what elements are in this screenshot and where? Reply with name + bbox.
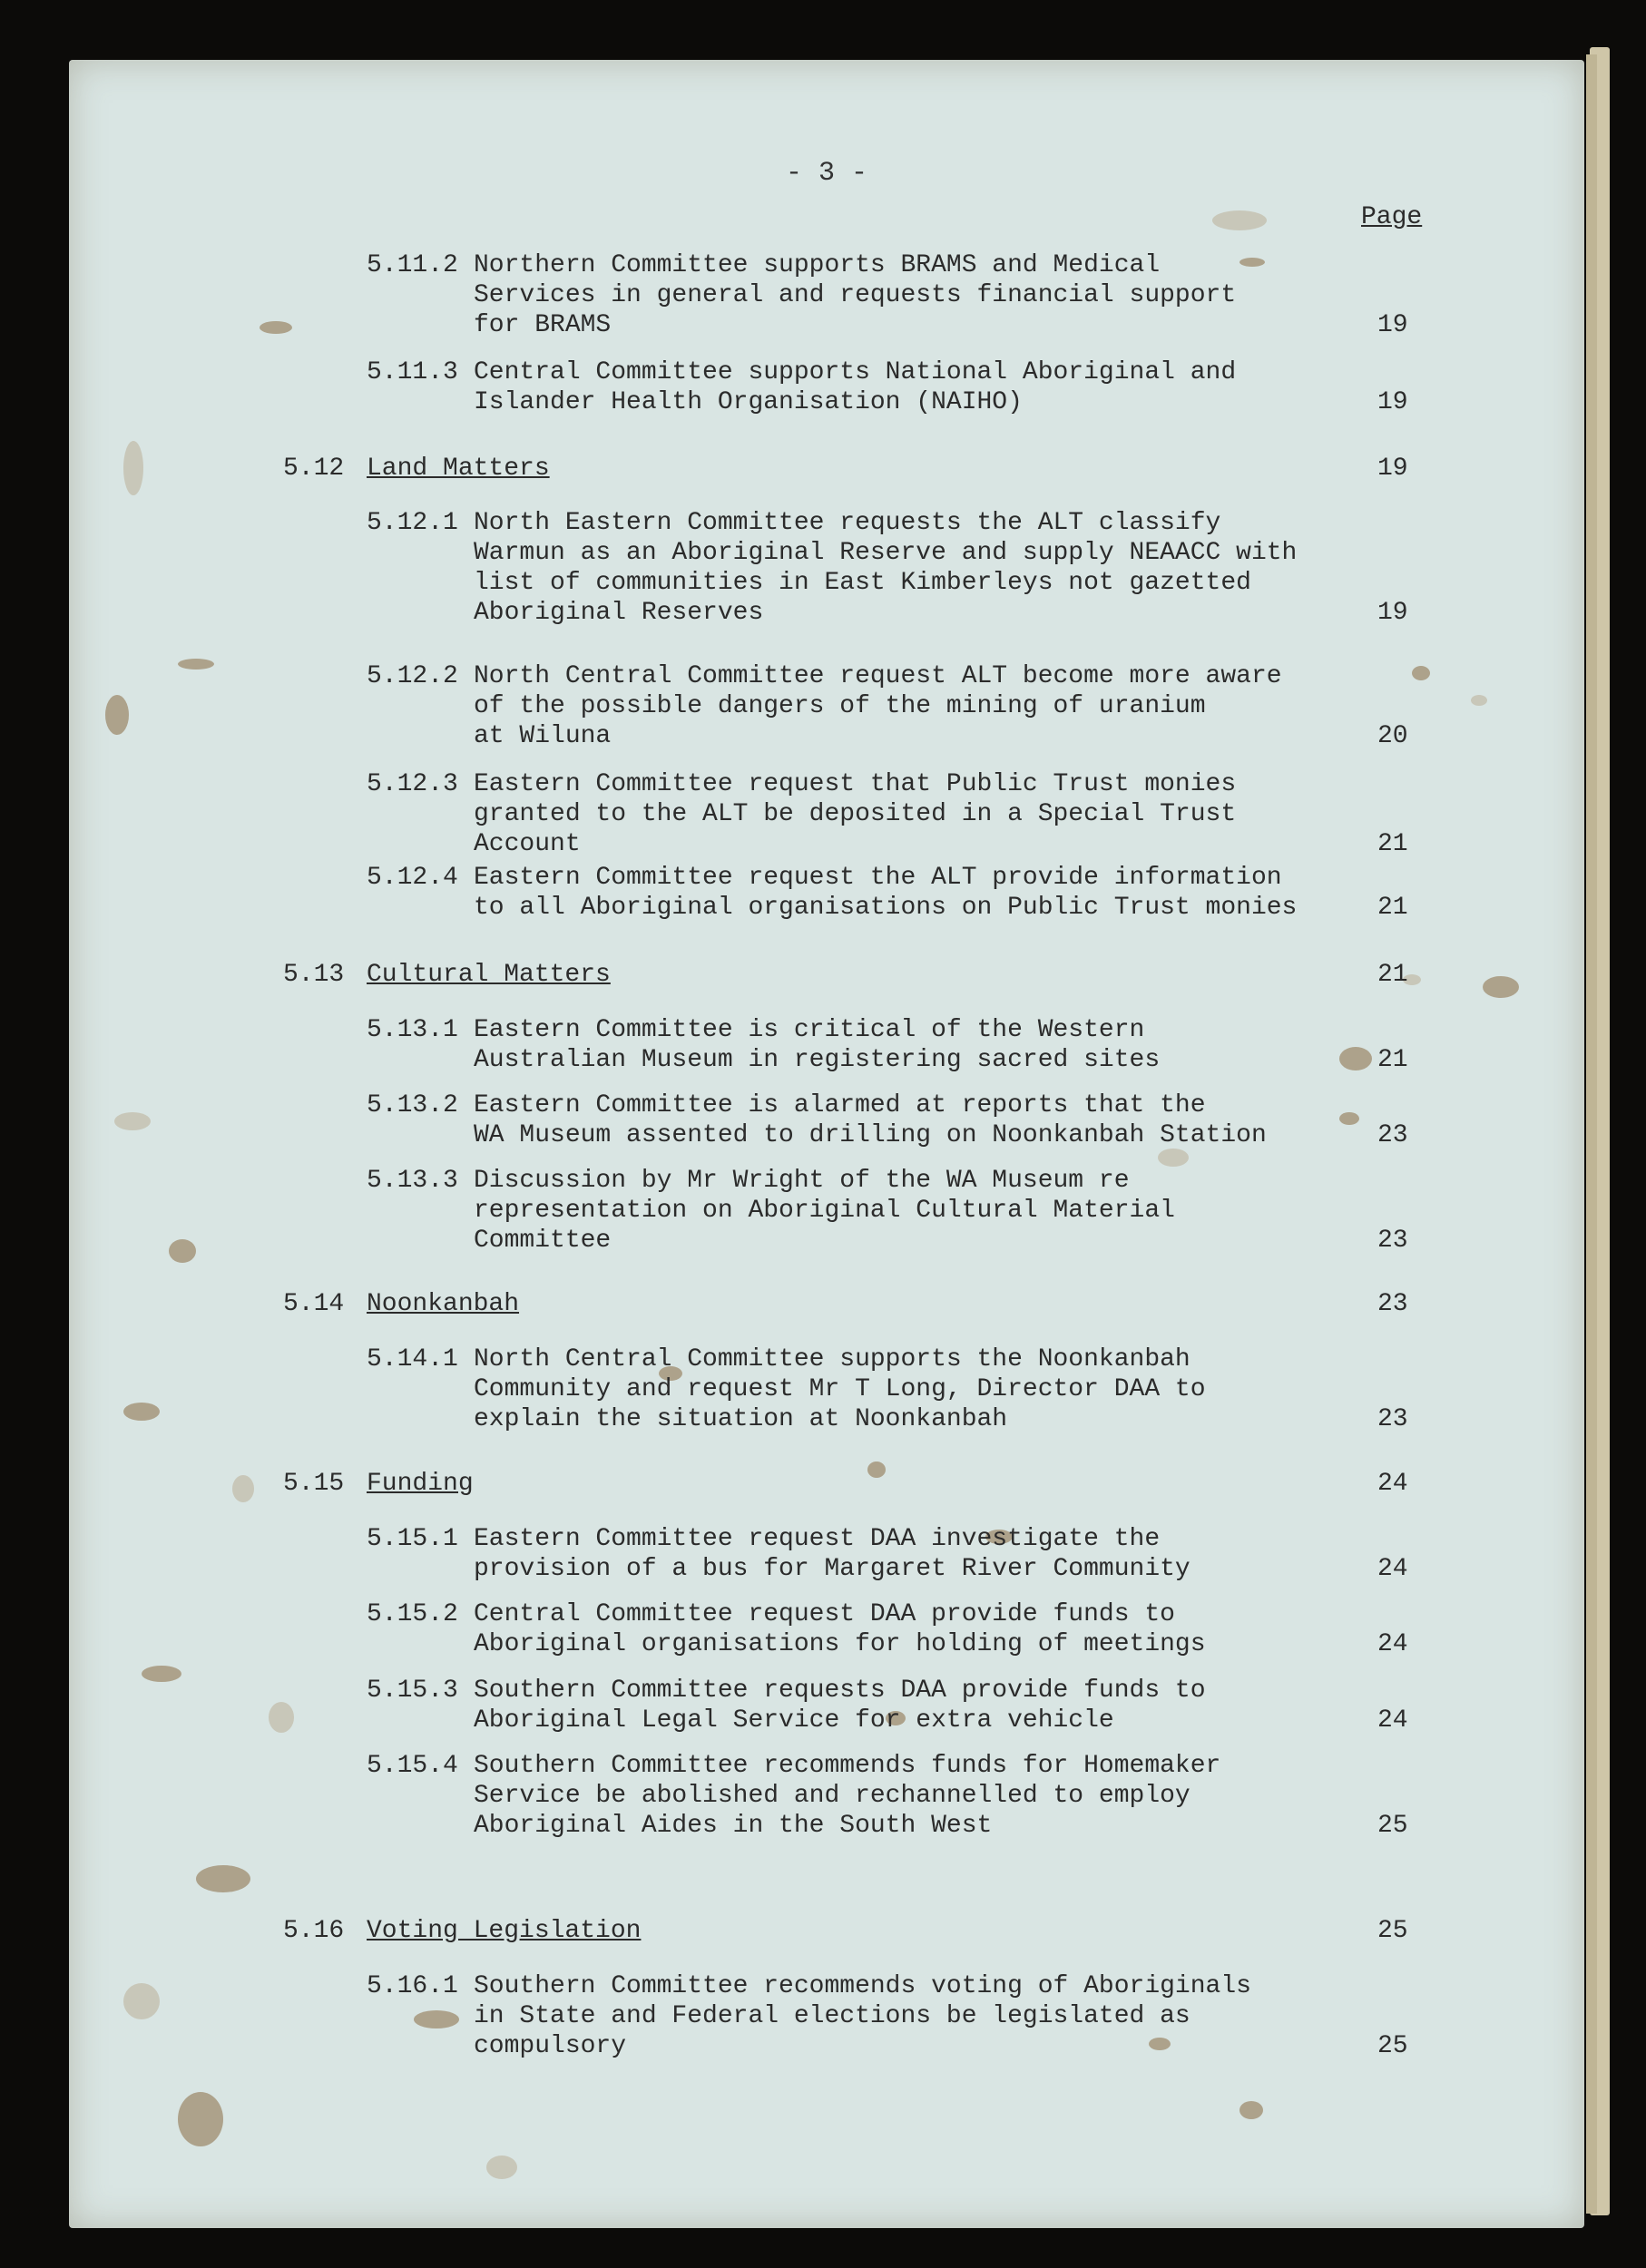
toc-entry-line: WA Museum assented to drilling on Noonkanbah Station <box>474 1121 1267 1149</box>
toc-entry-line: North Eastern Committee requests the ALT classify <box>474 509 1221 537</box>
stain-mark <box>486 2156 517 2179</box>
toc-section-heading <box>69 1916 1584 1946</box>
toc-entry-number: 5.12.2 <box>367 662 458 690</box>
toc-page-number: 21 <box>1377 1046 1408 1074</box>
toc-entry <box>69 357 1584 417</box>
toc-entry-number: 5.13.1 <box>367 1016 458 1044</box>
toc-page-number: 19 <box>1377 311 1408 339</box>
toc-entry <box>69 1524 1584 1584</box>
toc-entry <box>69 1090 1584 1150</box>
toc-entry-line: provision of a bus for Margaret River Community <box>474 1555 1190 1583</box>
toc-heading-title: Land Matters <box>367 455 550 483</box>
toc-entry-number: 5.15.3 <box>367 1677 458 1705</box>
toc-entry-number: 5.13.3 <box>367 1167 458 1195</box>
toc-entry-line: granted to the ALT be deposited in a Special Trust <box>474 800 1237 828</box>
toc-page-number: 25 <box>1377 2032 1408 2060</box>
toc-entry <box>69 769 1584 859</box>
toc-entry-line: Committee <box>474 1227 612 1255</box>
toc-section-heading <box>69 454 1584 484</box>
toc-entry-line: Australian Museum in registering sacred sites <box>474 1046 1161 1074</box>
toc-entry-line: Aboriginal Reserves <box>474 599 764 627</box>
toc-entry-line: list of communities in East Kimberleys not gazetted <box>474 569 1251 597</box>
stain-mark <box>196 1865 250 1892</box>
toc-entry-line: Southern Committee requests DAA provide funds to <box>474 1677 1206 1705</box>
toc-page-number: 23 <box>1377 1227 1408 1255</box>
toc-entry-line: representation on Aboriginal Cultural Material <box>474 1197 1175 1225</box>
page-stack-edge-inner <box>1586 54 1597 2214</box>
toc-entry-line: North Central Committee request ALT become more aware <box>474 662 1282 690</box>
toc-entry-line: explain the situation at Noonkanbah <box>474 1405 1008 1433</box>
toc-entry <box>69 863 1584 923</box>
stain-mark <box>178 2092 223 2146</box>
toc-entry-line: Southern Committee recommends voting of Aboriginals <box>474 1972 1251 2000</box>
toc-entry-number: 5.11.3 <box>367 358 458 386</box>
toc-heading-title: Noonkanbah <box>367 1290 520 1318</box>
toc-page-number: 24 <box>1377 1555 1408 1583</box>
toc-entry-number: 5.15 <box>283 1470 345 1498</box>
stain-mark <box>1212 210 1267 230</box>
toc-entry-line: Aboriginal organisations for holding of meetings <box>474 1630 1206 1658</box>
toc-entry <box>69 250 1584 340</box>
toc-entry-line: Eastern Committee is alarmed at reports that the <box>474 1091 1206 1119</box>
toc-entry-line: to all Aboriginal organisations on Public Trust monies <box>474 894 1298 922</box>
toc-entry-line: Islander Health Organisation (NAIHO) <box>474 388 1023 416</box>
toc-entry-line: Account <box>474 830 581 858</box>
toc-entry-line: Aboriginal Aides in the South West <box>474 1812 993 1840</box>
toc-page-number: 20 <box>1377 722 1408 750</box>
toc-entry-line: Discussion by Mr Wright of the WA Museum re <box>474 1167 1130 1195</box>
toc-page-number: 23 <box>1377 1121 1408 1149</box>
toc-heading-title: Voting Legislation <box>367 1917 642 1945</box>
toc-section-heading <box>69 1469 1584 1499</box>
toc-entry-number: 5.12.3 <box>367 770 458 798</box>
toc-heading-title: Cultural Matters <box>367 961 611 989</box>
toc-entry-number: 5.16.1 <box>367 1972 458 2000</box>
toc-entry-number: 5.15.4 <box>367 1752 458 1780</box>
toc-entry <box>69 508 1584 628</box>
toc-entry-line: compulsory <box>474 2032 627 2060</box>
toc-entry-line: Central Committee request DAA provide funds to <box>474 1600 1175 1628</box>
toc-entry-line: Central Committee supports National Aboriginal and <box>474 358 1237 386</box>
toc-page-number: 25 <box>1377 1917 1408 1945</box>
toc-page-number: 19 <box>1377 455 1408 483</box>
toc-entry-line: Eastern Committee request DAA investigate the <box>474 1525 1161 1553</box>
toc-entry-number: 5.15.2 <box>367 1600 458 1628</box>
toc-entry-number: 5.12.1 <box>367 509 458 537</box>
toc-entry-line: Services in general and requests financial support <box>474 281 1237 309</box>
stain-mark <box>1239 2101 1263 2119</box>
toc-page-number: 23 <box>1377 1405 1408 1433</box>
toc-entry-line: Service be abolished and rechannelled to employ <box>474 1782 1190 1810</box>
toc-entry <box>69 1015 1584 1075</box>
stain-mark <box>1158 1149 1189 1167</box>
toc-entry-line: Community and request Mr T Long, Director DAA to <box>474 1375 1206 1403</box>
toc-page-number: 21 <box>1377 961 1408 989</box>
toc-page-number: 23 <box>1377 1290 1408 1318</box>
toc-entry <box>69 1344 1584 1434</box>
toc-page-number: 21 <box>1377 830 1408 858</box>
toc-entry-number: 5.13 <box>283 961 345 989</box>
toc-entry-number: 5.14 <box>283 1290 345 1318</box>
toc-entry-number: 5.12 <box>283 455 345 483</box>
toc-entry <box>69 1676 1584 1735</box>
toc-entry-line: Aboriginal Legal Service for extra vehicle <box>474 1706 1114 1735</box>
toc-entry-line: Eastern Committee request the ALT provide information <box>474 864 1282 892</box>
toc-page-number: 24 <box>1377 1630 1408 1658</box>
toc-heading-title: Funding <box>367 1470 474 1498</box>
toc-entry <box>69 661 1584 751</box>
toc-entry <box>69 1599 1584 1659</box>
toc-page-number: 21 <box>1377 894 1408 922</box>
toc-page-number: 19 <box>1377 388 1408 416</box>
toc-entry-number: 5.14.1 <box>367 1345 458 1374</box>
toc-entry-line: Warmun as an Aboriginal Reserve and supply NEAACC with <box>474 539 1298 567</box>
toc-section-heading <box>69 1289 1584 1319</box>
toc-entry-line: North Central Committee supports the Noonkanbah <box>474 1345 1190 1374</box>
toc-page-number: 25 <box>1377 1812 1408 1840</box>
toc-page-number: 24 <box>1377 1470 1408 1498</box>
page-column-header: Page <box>1361 203 1423 231</box>
toc-entry-number: 5.16 <box>283 1917 345 1945</box>
toc-section-heading <box>69 960 1584 990</box>
document-page <box>69 60 1584 2228</box>
page-number: - 3 - <box>785 158 867 189</box>
toc-entry-line: of the possible dangers of the mining of uranium <box>474 692 1206 720</box>
toc-entry-number: 5.15.1 <box>367 1525 458 1553</box>
toc-page-number: 19 <box>1377 599 1408 627</box>
toc-page-number: 24 <box>1377 1706 1408 1735</box>
toc-entry-line: Southern Committee recommends funds for Homemaker <box>474 1752 1221 1780</box>
toc-entry <box>69 1751 1584 1841</box>
toc-entry-number: 5.11.2 <box>367 251 458 279</box>
toc-entry-line: for BRAMS <box>474 311 612 339</box>
toc-entry-line: Eastern Committee is critical of the Western <box>474 1016 1145 1044</box>
toc-entry-line: Eastern Committee request that Public Trust monies <box>474 770 1237 798</box>
toc-entry <box>69 1166 1584 1256</box>
toc-entry-line: in State and Federal elections be legislated as <box>474 2002 1190 2030</box>
toc-entry-line: at Wiluna <box>474 722 612 750</box>
toc-entry-number: 5.12.4 <box>367 864 458 892</box>
toc-entry-line: Northern Committee supports BRAMS and Medical <box>474 251 1161 279</box>
toc-entry <box>69 1971 1584 2061</box>
toc-entry-number: 5.13.2 <box>367 1091 458 1119</box>
